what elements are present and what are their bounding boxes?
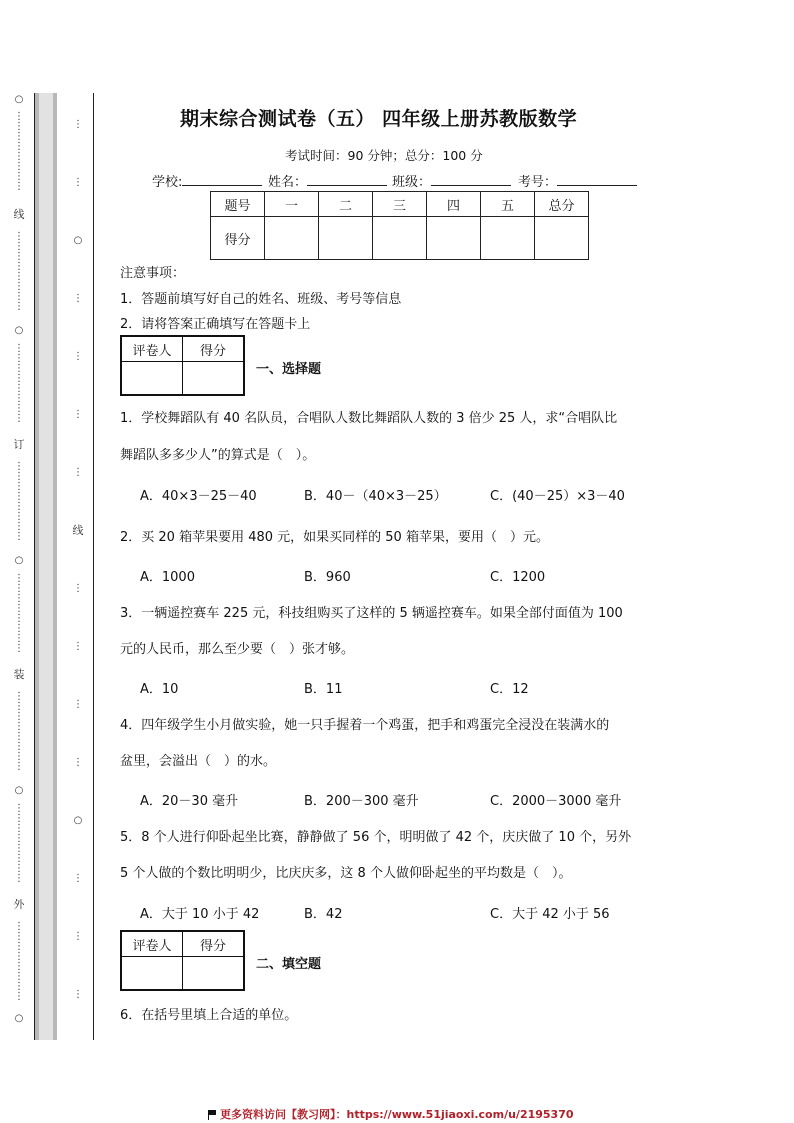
- outer-dots: ⋮ ⋮ ⋮ ⋮ ⋮ ⋮ ⋮ ⋮: [14, 691, 24, 772]
- score-cell[interactable]: [481, 217, 535, 260]
- outer-char-xian: 线: [13, 208, 25, 221]
- inner-dots: ⋮: [73, 409, 83, 420]
- question-2-option-b[interactable]: B．960: [304, 570, 351, 585]
- inner-dots: ⋮: [73, 699, 83, 710]
- number-field[interactable]: [518, 171, 637, 190]
- score-cell[interactable]: [535, 217, 589, 260]
- note-item: 1．答题前填写好自己的姓名、班级、考号等信息: [120, 292, 402, 307]
- outer-circle: ○: [14, 94, 24, 105]
- score-row-label: 得分: [211, 217, 265, 260]
- school-blank[interactable]: [182, 173, 262, 186]
- question-5-option-c[interactable]: C．大于 42 小于 56: [490, 907, 610, 922]
- grader-score-cell[interactable]: [183, 362, 245, 396]
- inner-dots: ⋮: [73, 757, 83, 768]
- outer-circle: ○: [14, 555, 24, 566]
- margin-rule-left: [34, 93, 35, 1040]
- outer-dots: ⋮ ⋮ ⋮ ⋮ ⋮ ⋮ ⋮ ⋮: [14, 231, 24, 312]
- score-cell[interactable]: [373, 217, 427, 260]
- class-label: 班级：: [392, 175, 432, 190]
- inner-dots: ⋮: [73, 989, 83, 1000]
- score-header-cell: 总分: [535, 192, 589, 217]
- inner-dots: ⋮: [73, 583, 83, 594]
- inner-dots: ⋮: [73, 119, 83, 130]
- question-5-line-1: 5．8 个人进行仰卧起坐比赛，静静做了 56 个，明明做了 42 个，庆庆做了 10 个，另外: [120, 830, 632, 845]
- outer-dots: ⋮ ⋮ ⋮ ⋮ ⋮ ⋮ ⋮ ⋮: [14, 461, 24, 542]
- outer-dots: ⋮ ⋮ ⋮ ⋮ ⋮ ⋮ ⋮ ⋮: [14, 803, 24, 884]
- score-cell[interactable]: [427, 217, 481, 260]
- question-4-line-2: 盆里，会溢出（ ）的水。: [120, 754, 277, 769]
- outer-dots: ⋮ ⋮ ⋮ ⋮ ⋮ ⋮ ⋮ ⋮: [14, 921, 24, 1002]
- footer-text[interactable]: 更多资料访问【教习网】：https://www.51jiaoxi.com/u/2195370: [220, 1108, 574, 1121]
- question-1-option-b[interactable]: B．40－（40×3－25）: [304, 489, 447, 504]
- outer-circle: ○: [14, 1013, 24, 1024]
- grader-score-label: 得分: [183, 931, 245, 957]
- grader-box: [120, 335, 245, 396]
- inner-dots: ⋮: [73, 351, 83, 362]
- outer-dots: ⋮ ⋮ ⋮ ⋮ ⋮ ⋮ ⋮ ⋮: [14, 343, 24, 424]
- question-1-option-c[interactable]: C．(40－25）×3－40: [490, 489, 625, 504]
- grader-reviewer-cell[interactable]: [121, 957, 183, 991]
- score-header-cell: 三: [373, 192, 427, 217]
- outer-circle: ○: [14, 785, 24, 796]
- school-field[interactable]: [152, 171, 262, 190]
- question-4-line-1: 4．四年级学生小月做实验，她一只手握着一个鸡蛋，把手和鸡蛋完全浸没在装满水的: [120, 718, 610, 733]
- school-label: 学校:: [152, 175, 183, 190]
- number-blank[interactable]: [557, 173, 637, 186]
- name-blank[interactable]: [307, 173, 387, 186]
- class-field[interactable]: [392, 171, 511, 190]
- inner-circle: ○: [73, 235, 83, 246]
- inner-dots: ⋮: [73, 931, 83, 942]
- question-2-option-a[interactable]: A．1000: [140, 570, 195, 585]
- score-header-cell: 二: [319, 192, 373, 217]
- score-cell[interactable]: [265, 217, 319, 260]
- inner-dots: ⋮: [73, 177, 83, 188]
- number-label: 考号：: [518, 175, 558, 190]
- grader-score-label: 得分: [183, 336, 245, 362]
- footer-link[interactable]: [208, 1106, 574, 1122]
- name-label: 姓名：: [268, 175, 308, 190]
- question-3-line-2: 元的人民币，那么至少要（ ）张才够。: [120, 642, 355, 657]
- section-title-choice: 一、选择题: [256, 362, 322, 377]
- question-1-line-2: 舞蹈队多多少人”的算式是（ ）。: [120, 448, 316, 463]
- inner-dots: ⋮: [73, 873, 83, 884]
- question-5-option-a[interactable]: A．大于 10 小于 42: [140, 907, 260, 922]
- question-4-option-a[interactable]: A．20－30 毫升: [140, 794, 239, 809]
- score-table: [210, 191, 589, 260]
- outer-dots: ⋮ ⋮ ⋮ ⋮ ⋮ ⋮ ⋮ ⋮: [14, 111, 24, 192]
- question-3-option-a[interactable]: A．10: [140, 682, 179, 697]
- inner-dots: ⋮: [73, 641, 83, 652]
- inner-char-xian: 线: [72, 524, 84, 537]
- score-header-cell: 四: [427, 192, 481, 217]
- grader-reviewer-label: 评卷人: [121, 336, 183, 362]
- grader-box: [120, 930, 245, 991]
- score-cell[interactable]: [319, 217, 373, 260]
- score-header-cell: 题号: [211, 192, 265, 217]
- question-3-option-b[interactable]: B．11: [304, 682, 343, 697]
- inner-dots: ⋮: [73, 467, 83, 478]
- score-header-cell: 一: [265, 192, 319, 217]
- section-title-fill: 二、填空题: [256, 957, 322, 972]
- outer-char-zhuang: 装: [13, 668, 25, 681]
- question-1-line-1: 1．学校舞蹈队有 40 名队员，合唱队人数比舞蹈队人数的 3 倍少 25 人，求“合唱队比: [120, 411, 618, 426]
- question-6-line-1: 6．在括号里填上合适的单位。: [120, 1008, 298, 1023]
- exam-time-total: 考试时间：90 分钟；总分：100 分: [285, 148, 483, 163]
- class-blank[interactable]: [431, 173, 511, 186]
- question-4-option-b[interactable]: B．200－300 毫升: [304, 794, 419, 809]
- grader-reviewer-cell[interactable]: [121, 362, 183, 396]
- question-2-option-c[interactable]: C．1200: [490, 570, 546, 585]
- question-4-option-c[interactable]: C．2000－3000 毫升: [490, 794, 622, 809]
- outer-circle: ○: [14, 325, 24, 336]
- question-1-option-a[interactable]: A．40×3－25－40: [140, 489, 257, 504]
- question-2-line-1: 2．买 20 箱苹果要用 480 元，如果买同样的 50 箱苹果，要用（ ）元。: [120, 530, 549, 545]
- name-field[interactable]: [268, 171, 387, 190]
- flag-icon: [208, 1110, 217, 1119]
- inner-circle: ○: [73, 815, 83, 826]
- gray-binding-strip-inner: [39, 93, 53, 1040]
- question-3-line-1: 3．一辆遥控赛车 225 元，科技组购买了这样的 5 辆遥控赛车。如果全部付面值为 100: [120, 606, 623, 621]
- score-header-cell: 五: [481, 192, 535, 217]
- outer-char-wai: 外: [13, 898, 25, 911]
- inner-dots: ⋮: [73, 293, 83, 304]
- margin-rule-right: [93, 93, 94, 1040]
- note-item: 2．请将答案正确填写在答题卡上: [120, 317, 311, 332]
- question-5-option-b[interactable]: B．42: [304, 907, 343, 922]
- grader-reviewer-label: 评卷人: [121, 931, 183, 957]
- question-3-option-c[interactable]: C．12: [490, 682, 529, 697]
- question-5-line-2: 5 个人做的个数比明明少，比庆庆多，这 8 个人做仰卧起坐的平均数是（ ）。: [120, 866, 572, 881]
- outer-char-ding: 订: [13, 438, 25, 451]
- grader-score-cell[interactable]: [183, 957, 245, 991]
- outer-dots: ⋮ ⋮ ⋮ ⋮ ⋮ ⋮ ⋮ ⋮: [14, 573, 24, 654]
- notes-heading: 注意事项：: [120, 266, 186, 281]
- page-title: 期末综合测试卷（五） 四年级上册苏教版数学: [180, 108, 578, 130]
